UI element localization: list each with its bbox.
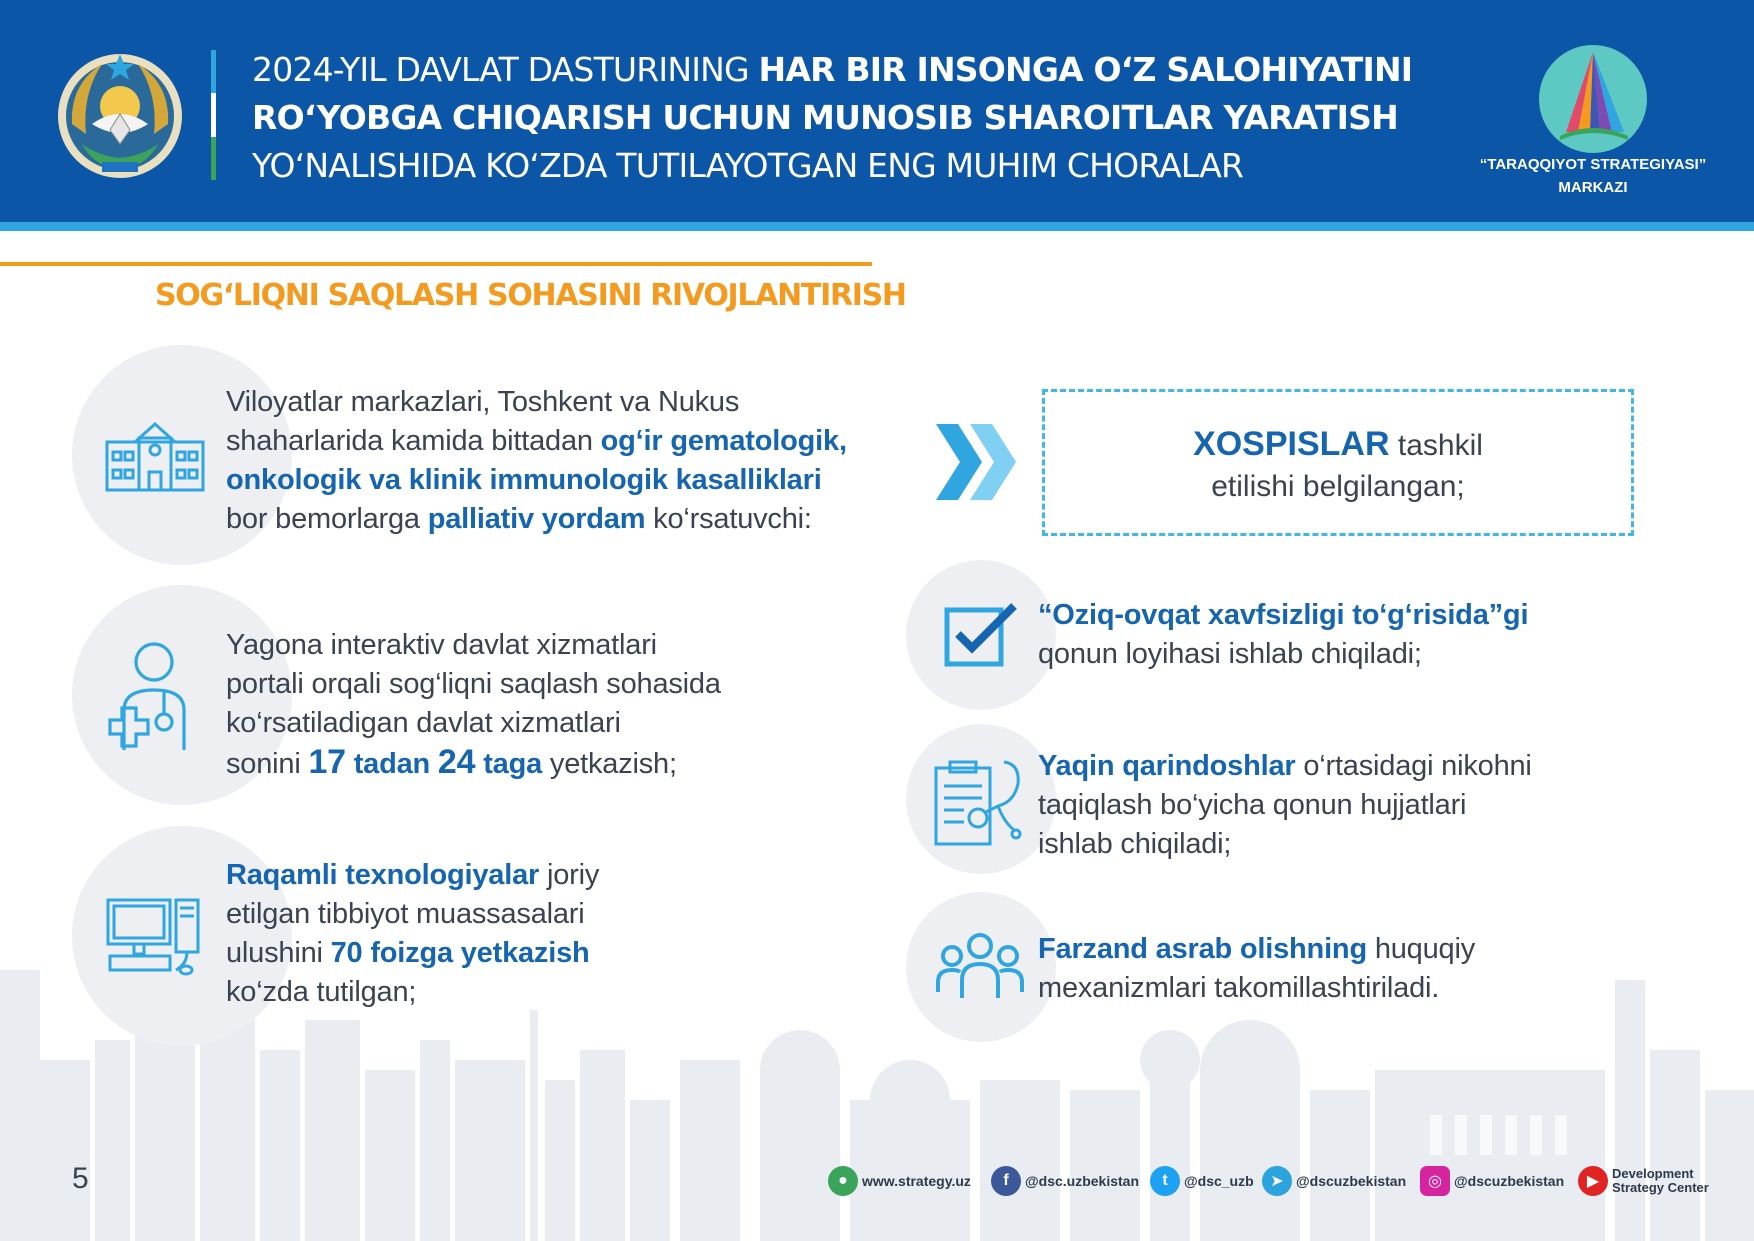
org-name: “TARAQQIYOT STRATEGIYASI” MARKAZI bbox=[1479, 156, 1707, 196]
flag-color-bars bbox=[211, 50, 216, 180]
header-stripe bbox=[0, 222, 1754, 231]
page-title: 2024-YIL DAVLAT DASTURINING HAR BIR INSONGA O‘Z SALOHIYATINI RO‘YOBGA CHIQARISH UCHUN MUNOSIB SHAROITLAR YARATISH YO‘NALISHIDA KO‘ZDA TUTILAYOTGAN ENG MUHIM CHORALAR bbox=[252, 50, 1413, 185]
facebook-icon: f bbox=[991, 1166, 1021, 1196]
digital-tech-text: Raqamli texnologiyalar joriy etilgan tibbiyot muassasalari ulushini 70 foizga yetkazish ko‘zda tutilgan; bbox=[226, 859, 600, 1008]
instagram-handle[interactable]: @dscuzbekistan bbox=[1454, 1173, 1565, 1189]
twitter-icon: t bbox=[1150, 1166, 1180, 1196]
footer-instagram[interactable] bbox=[1420, 1165, 1564, 1197]
twitter-handle[interactable]: @dsc_uzb bbox=[1184, 1173, 1254, 1189]
adoption-text: Farzand asrab olishning huquqiy mexanizmlari takomillashtiriladi. bbox=[1038, 933, 1476, 1004]
section-divider bbox=[0, 262, 872, 266]
footer-twitter[interactable] bbox=[1150, 1165, 1254, 1197]
dsc-footer-name: Development Strategy Center bbox=[1612, 1166, 1709, 1195]
telegram-handle[interactable]: @dscuzbekistan bbox=[1296, 1173, 1407, 1189]
website-link[interactable]: www.strategy.uz bbox=[862, 1173, 971, 1189]
section-title: SOG‘LIQNI SAQLASH SOHASINI RIVOJLANTIRISH bbox=[155, 278, 906, 313]
doctor-icon bbox=[108, 640, 196, 752]
facebook-handle[interactable]: @dsc.uzbekistan bbox=[1025, 1173, 1140, 1189]
footer-facebook[interactable] bbox=[991, 1165, 1139, 1197]
interactive-services-text: Yagona interaktiv davlat xizmatlari portali orqali sog‘liqni saqlash sohasida ko‘rsatiladigan davlat xizmatlari sonini 17 tadan 24 taga yetkazish; bbox=[226, 629, 721, 781]
food-safety-text: “Oziq-ovqat xavfsizligi to‘g‘risida”gi qonun loyihasi ishlab chiqiladi; bbox=[1038, 599, 1529, 670]
checkbox-icon bbox=[944, 600, 1018, 670]
family-icon bbox=[936, 932, 1024, 1002]
globe-icon: ● bbox=[828, 1166, 858, 1196]
instagram-icon: ◎ bbox=[1420, 1166, 1450, 1196]
footer-telegram[interactable] bbox=[1262, 1165, 1406, 1197]
footer-youtube[interactable] bbox=[1578, 1165, 1709, 1197]
hospices-text: XOSPISLAR tashkil etilishi belgilangan; bbox=[1193, 425, 1483, 503]
computer-icon bbox=[106, 898, 202, 976]
youtube-icon: ▶ bbox=[1578, 1166, 1608, 1196]
clipboard-stethoscope-icon bbox=[934, 758, 1024, 848]
palliative-care-text: Viloyatlar markazlari, Toshkent va Nukus shaharlarida kamida bittadan og‘ir gematologik, onkologik va klinik immunologik kasalliklari bor bemorlarga palliativ yordam ko‘rsatuvchi: bbox=[226, 386, 847, 535]
state-emblem-icon bbox=[52, 44, 188, 184]
hospital-icon bbox=[105, 420, 205, 492]
page-number: 5 bbox=[72, 1162, 89, 1195]
close-relatives-text: Yaqin qarindoshlar o‘rtasidagi nikohni taqiqlash bo‘yicha qonun hujjatlari ishlab chiqiladi; bbox=[1038, 750, 1532, 860]
footer-website[interactable] bbox=[828, 1165, 971, 1197]
double-chevron-right-icon bbox=[936, 424, 1018, 500]
telegram-icon: ➤ bbox=[1262, 1166, 1292, 1196]
development-strategy-center-logo bbox=[1538, 44, 1648, 154]
